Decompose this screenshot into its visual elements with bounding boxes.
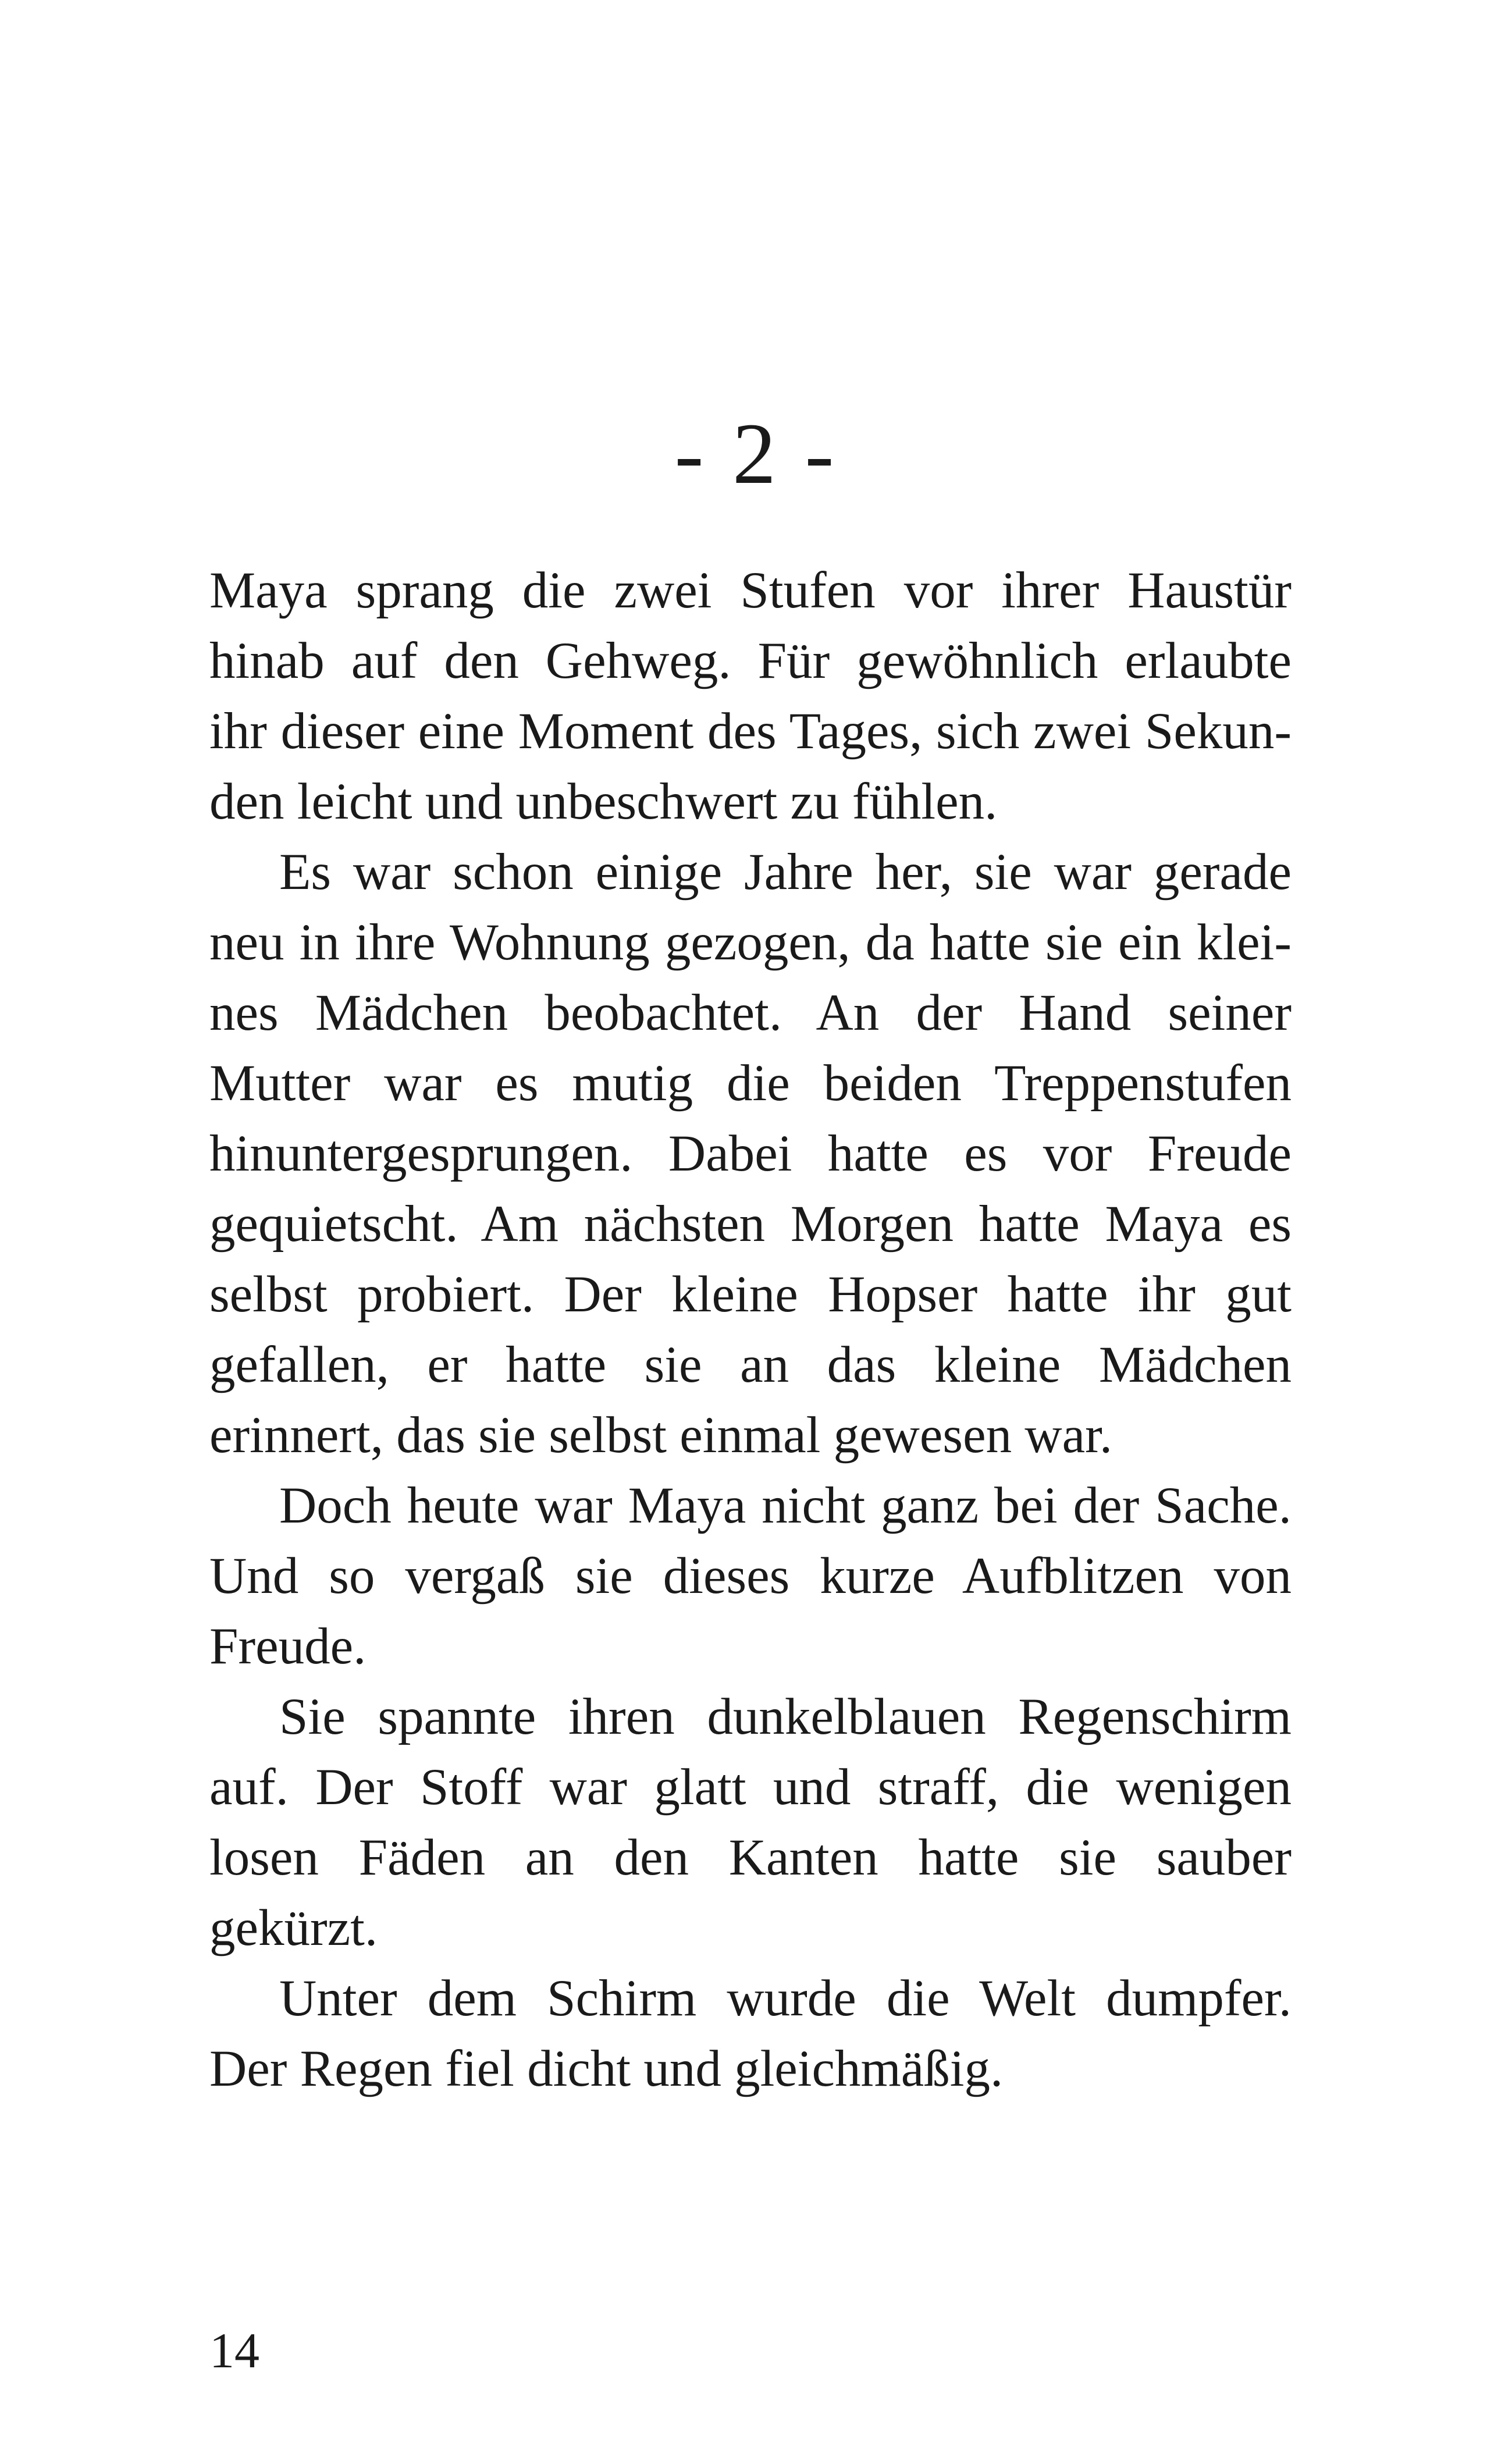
text-line: hinab auf den Gehweg. Für gewöhnlich erlaubte <box>209 632 1292 689</box>
body-text <box>209 556 1292 2104</box>
text-line: hinuntergesprungen. Dabei hatte es vor Freude <box>209 1125 1292 1182</box>
text-line: losen Fäden an den Kanten hatte sie sauber <box>209 1829 1292 1886</box>
text-line: Freude. <box>209 1618 367 1675</box>
page-number: 14 <box>209 2322 259 2378</box>
text-line: Sie spannte ihren dunkelblauen Regenschirm <box>279 1688 1292 1745</box>
text-line: selbst probiert. Der kleine Hopser hatte ihr gut <box>209 1266 1292 1323</box>
text-line: Und so vergaß sie dieses kurze Aufblitzen von <box>209 1548 1292 1605</box>
text-line: auf. Der Stoff war glatt und straff, die wenigen <box>209 1759 1292 1816</box>
text-line: gekürzt. <box>209 1900 378 1957</box>
text-line: den leicht und unbeschwert zu fühlen. <box>209 773 998 830</box>
text-line: erinnert, das sie selbst einmal gewesen war. <box>209 1407 1113 1464</box>
text-line: nes Mädchen beobachtet. An der Hand seiner <box>209 984 1292 1041</box>
text-line: Maya sprang die zwei Stufen vor ihrer Haustür <box>209 562 1292 619</box>
text-line: ihr dieser eine Moment des Tages, sich zwei Sekun- <box>209 703 1292 760</box>
text-line: Unter dem Schirm wurde die Welt dumpfer. <box>279 1970 1292 2027</box>
text-line: Mutter war es mutig die beiden Treppenstufen <box>209 1055 1292 1112</box>
text-line: neu in ihre Wohnung gezogen, da hatte sie ein klei- <box>209 914 1292 971</box>
chapter-heading: - 2 - <box>674 406 838 502</box>
text-line: gefallen, er hatte sie an das kleine Mädchen <box>209 1336 1292 1393</box>
text-line: gequietscht. Am nächsten Morgen hatte Maya es <box>209 1196 1292 1253</box>
text-line: Der Regen fiel dicht und gleichmäßig. <box>209 2040 1004 2097</box>
text-line: Doch heute war Maya nicht ganz bei der Sache. <box>279 1477 1292 1534</box>
text-line: Es war schon einige Jahre her, sie war gerade <box>279 844 1292 901</box>
